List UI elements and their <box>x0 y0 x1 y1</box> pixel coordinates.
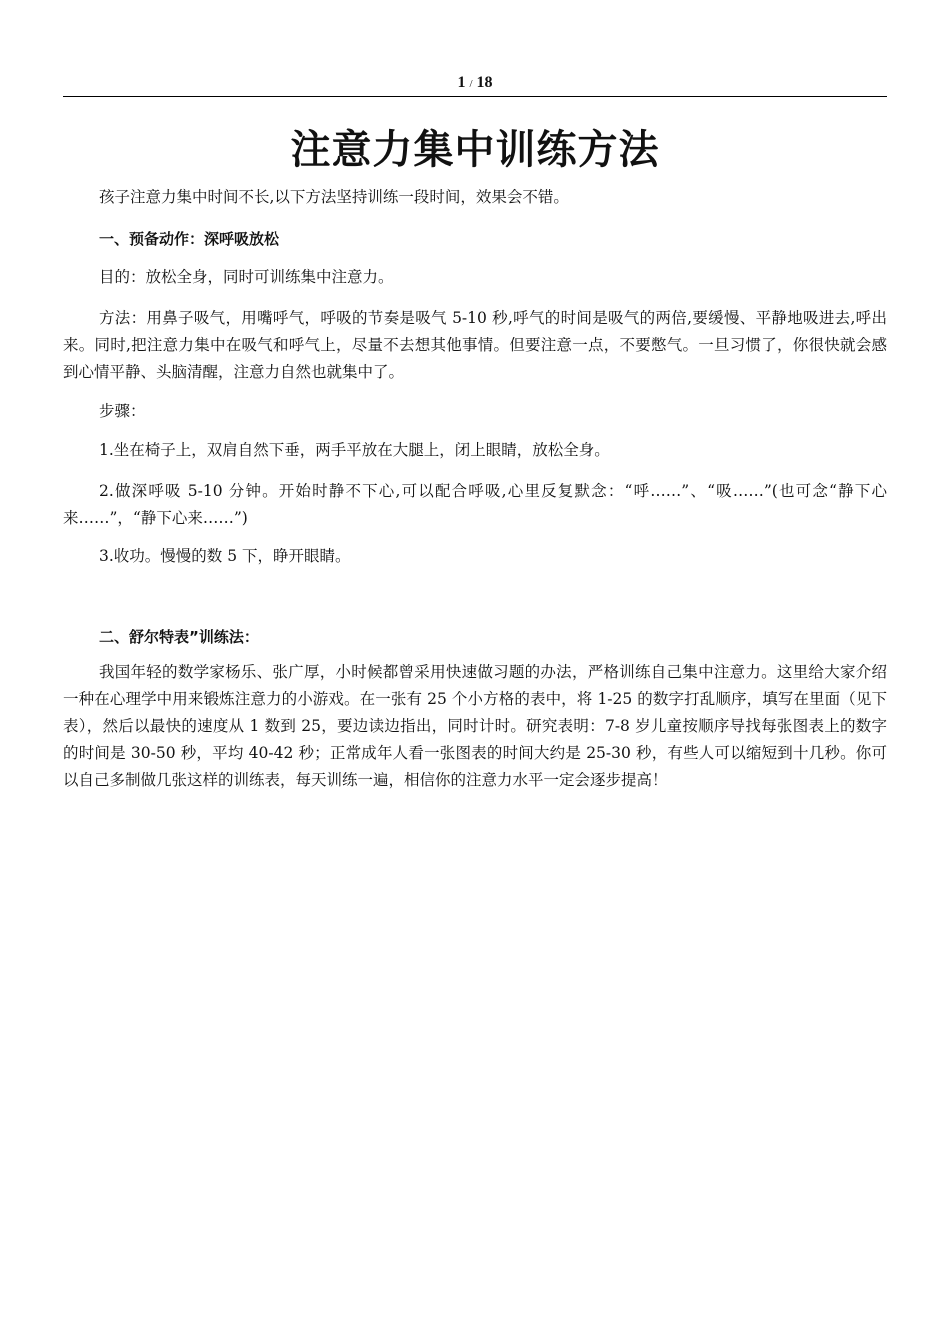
page-number-header <box>63 74 887 92</box>
total-pages: 18 <box>476 74 493 91</box>
section1-purpose: 目的：放松全身，同时可训练集中注意力。 <box>99 268 394 286</box>
section1-heading: 一、预备动作：深呼吸放松 <box>99 230 280 248</box>
current-page: 1 <box>457 74 466 91</box>
section1-method: 方法：用鼻子吸气，用嘴呼气，呼吸的节奏是吸气 5-10 秒,呼气的时间是吸气的两倍,要缓慢、平静地吸进去,呼出来。同时,把注意力集中在吸气和呼气上，尽量不去想其他事情。但要注意一点，不要憋气。一旦习惯了，你很快就会感到心情平静、头脑清醒，注意力自然也就集中了。 <box>63 309 887 381</box>
section2-heading: 二、舒尔特表”训练法： <box>99 628 259 646</box>
header-rule <box>63 96 887 97</box>
section2-body: 我国年轻的数学家杨乐、张广厚，小时候都曾采用快速做习题的办法，严格训练自己集中注意力。这里给大家介绍一种在心理学中用来锻炼注意力的小游戏。在一张有 25 个小方格的表中，将 1-25 的数字打乱顺序，填写在里面（见下表），然后以最快的速度从 1 数到 25，要边读边指出，同时计时。研究表明：7-8 岁儿童按顺序导找每张图表上的数字的时间是 30-50 秒，平均 40-42 秒；正常成年人看一张图表的时间大约是 25-30 秒，有些人可以缩短到十几秒。你可以自己多制做几张这样的训练表，每天训练一遍，相信你的注意力水平一定会逐步提高！ <box>63 663 887 789</box>
section1-steps-label: 步骤： <box>99 402 146 420</box>
section1-step3: 3.收功。慢慢的数 5 下，睁开眼睛。 <box>99 547 351 565</box>
section1-step1: 1.坐在椅子上，双肩自然下垂，两手平放在大腿上，闭上眼睛，放松全身。 <box>99 441 610 459</box>
document-title: 注意力集中训练方法 <box>290 127 660 173</box>
section1-step2: 2.做深呼吸 5-10 分钟。开始时静不下心,可以配合呼吸,心里反复默念：“呼……”、“吸……”(也可念“静下心来……”，“静下心来……”) <box>63 482 887 527</box>
intro-paragraph: 孩子注意力集中时间不长,以下方法坚持训练一段时间，效果会不错。 <box>99 188 569 206</box>
page-separator: / <box>469 78 473 90</box>
